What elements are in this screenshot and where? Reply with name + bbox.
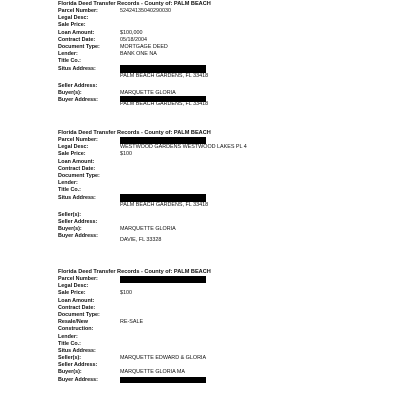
field-row xyxy=(58,97,358,108)
field-label: Seller(s): xyxy=(58,355,82,362)
field-label: Construction: xyxy=(58,326,94,333)
field-row xyxy=(58,187,358,194)
field-label: Parcel Number: xyxy=(58,8,98,14)
field-row xyxy=(58,8,358,15)
buyer-address-value: DAVIE, FL 33328 xyxy=(120,237,162,244)
redaction-bar xyxy=(120,377,206,383)
field-label: Legal Desc: xyxy=(58,283,89,290)
field-row xyxy=(58,219,358,226)
redaction-bar xyxy=(120,276,206,283)
field-row xyxy=(58,226,358,233)
field-label: Sale Price: xyxy=(58,151,86,158)
field-row xyxy=(58,159,358,166)
field-row xyxy=(58,180,358,187)
field-label: Legal Desc: xyxy=(58,15,89,22)
field-label: Document Type: xyxy=(58,43,100,50)
field-label: Buyer Address: xyxy=(58,233,98,240)
field-row xyxy=(58,166,358,173)
field-row xyxy=(58,151,358,158)
field-row xyxy=(58,22,358,29)
field-row xyxy=(58,305,358,312)
seller-value: MARQUETTE EDWARD & GLORIA xyxy=(120,355,207,362)
field-row xyxy=(58,233,358,245)
buyer-address-value: PALM BEACH GARDENS, FL 33418 xyxy=(120,101,209,108)
situs-address-value: PALM BEACH GARDENS, FL 33418 xyxy=(120,72,209,79)
field-row xyxy=(58,326,358,333)
field-label: Situs Address: xyxy=(58,347,96,354)
field-row xyxy=(58,369,358,376)
field-row xyxy=(58,283,358,290)
deed-record-3 xyxy=(58,268,358,384)
sale-price-value: $100 xyxy=(120,290,132,297)
field-label: Lender: xyxy=(58,333,78,340)
field-label: Contract Date: xyxy=(58,304,96,311)
lender-value: BANK ONE NA xyxy=(120,51,157,58)
record-title: Florida Deed Transfer Records - County of: PALM BEACH xyxy=(58,269,211,275)
field-row xyxy=(58,348,358,355)
buyer-value: MARQUETTE GLORIA xyxy=(120,89,176,96)
field-row xyxy=(58,173,358,180)
field-label: Seller Address: xyxy=(58,82,98,89)
redaction-bar xyxy=(120,65,206,73)
field-label: Loan Amount: xyxy=(58,297,95,304)
loan-amount-value: $100,000 xyxy=(120,29,143,36)
field-row xyxy=(58,334,358,341)
field-row xyxy=(58,90,358,97)
field-label: Legal Desc: xyxy=(58,144,89,151)
field-label: Buyer Address: xyxy=(58,376,98,383)
field-row xyxy=(58,58,358,65)
field-row xyxy=(58,66,358,81)
redaction-bar xyxy=(120,137,206,144)
deed-record-1 xyxy=(58,0,358,108)
field-label: Loan Amount: xyxy=(58,29,95,36)
field-label: Document Type: xyxy=(58,311,100,318)
field-label: Resale/New xyxy=(58,319,88,326)
field-label: Title Co.: xyxy=(58,58,81,65)
record-title: Florida Deed Transfer Records - County of: PALM BEACH xyxy=(58,1,211,7)
field-label: Seller Address: xyxy=(58,362,98,369)
field-row xyxy=(58,30,358,37)
field-row xyxy=(58,290,358,297)
field-label: Title Co.: xyxy=(58,187,81,194)
field-label: Lender: xyxy=(58,180,78,187)
buyer-value: MARQUETTE GLORIA MA xyxy=(120,369,185,376)
field-label: Seller Address: xyxy=(58,218,98,225)
field-row xyxy=(58,319,358,326)
field-row xyxy=(58,212,358,219)
field-row xyxy=(58,51,358,58)
field-row xyxy=(58,144,358,151)
redaction-bar xyxy=(120,194,206,202)
field-label: Contract Date: xyxy=(58,36,96,43)
field-label: Document Type: xyxy=(58,172,100,179)
field-label: Contract Date: xyxy=(58,165,96,172)
field-row xyxy=(58,341,358,348)
field-label: Seller(s): xyxy=(58,211,82,218)
field-row xyxy=(58,298,358,305)
field-row xyxy=(58,312,358,319)
field-label: Buyer Address: xyxy=(58,96,98,103)
field-row xyxy=(58,44,358,51)
field-label: Situs Address: xyxy=(58,194,96,201)
record-title: Florida Deed Transfer Records - County of: PALM BEACH xyxy=(58,130,211,136)
field-row xyxy=(58,15,358,22)
buyer-value: MARQUETTE GLORIA xyxy=(120,225,176,232)
field-row xyxy=(58,137,358,144)
contract-date-value: 05/18/2004 xyxy=(120,36,147,43)
deed-record-2 xyxy=(58,129,358,245)
field-row xyxy=(58,276,358,283)
situs-address-value: PALM BEACH GARDENS, FL 33418 xyxy=(120,201,209,208)
field-row xyxy=(58,355,358,362)
sale-price-value: $100 xyxy=(120,151,132,158)
field-label: Lender: xyxy=(58,51,78,58)
resale-new-value: RE-SALE xyxy=(120,319,144,326)
document-type-value: MORTGAGE DEED xyxy=(120,43,168,50)
field-label: Title Co.: xyxy=(58,340,81,347)
field-row xyxy=(58,377,358,384)
parcel-number-value: 52424135040290030 xyxy=(120,8,171,14)
field-label: Situs Address: xyxy=(58,65,96,72)
field-label: Buyer(s): xyxy=(58,89,82,96)
field-label: Parcel Number: xyxy=(58,276,98,282)
field-row xyxy=(58,83,358,90)
field-row xyxy=(58,195,358,210)
field-label: Buyer(s): xyxy=(58,225,82,232)
field-label: Parcel Number: xyxy=(58,137,98,143)
legal-desc-value: WESTWOOD GARDENS WESTWOOD LAKES PL 4 xyxy=(120,144,247,151)
field-label: Loan Amount: xyxy=(58,158,95,165)
field-row xyxy=(58,362,358,369)
field-label: Sale Price: xyxy=(58,22,86,29)
field-label: Sale Price: xyxy=(58,290,86,297)
field-label: Buyer(s): xyxy=(58,369,82,376)
field-row xyxy=(58,37,358,44)
